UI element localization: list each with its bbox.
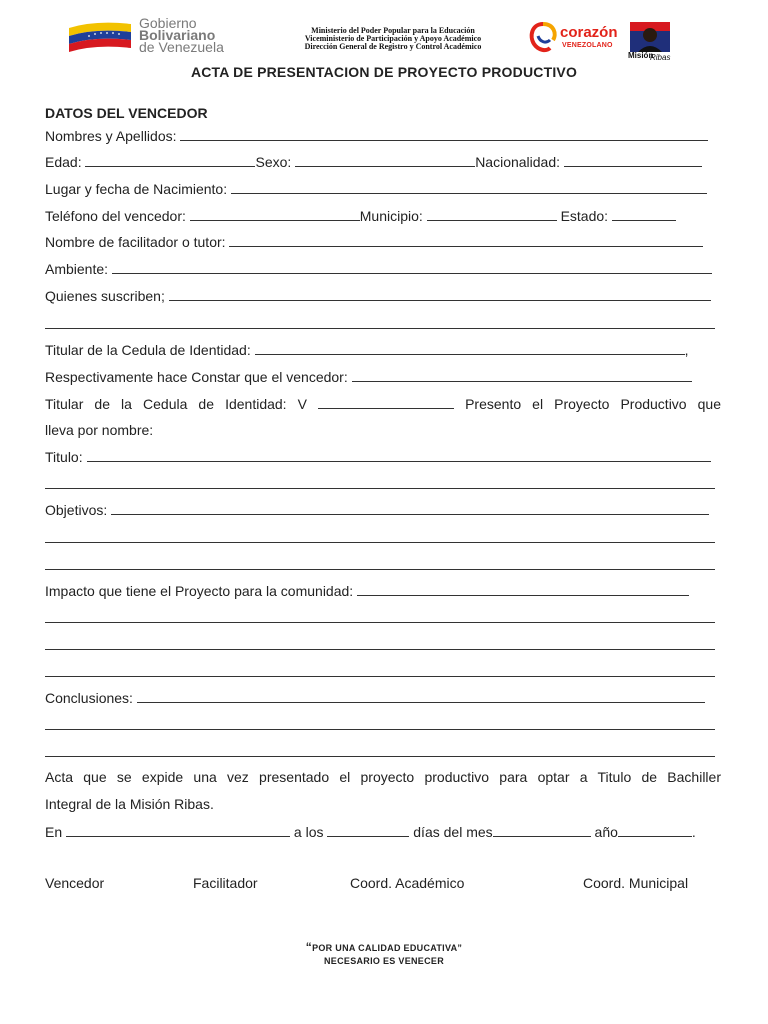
objetivos-field-line-2[interactable] bbox=[45, 542, 715, 543]
estado-field[interactable] bbox=[612, 206, 676, 221]
signature-coord-municipal: Coord. Municipal bbox=[583, 875, 689, 891]
titulo-field-line-2[interactable] bbox=[45, 488, 715, 489]
impacto-row bbox=[45, 581, 721, 600]
sexo-label: Sexo: bbox=[255, 154, 292, 170]
final-period: . bbox=[691, 824, 696, 840]
footer-motto-line-1 bbox=[0, 941, 768, 954]
venezolano-text: VENEZOLANO bbox=[562, 42, 613, 49]
en-label: En bbox=[45, 824, 63, 840]
sexo-field[interactable] bbox=[295, 152, 475, 167]
impacto-label: Impacto que tiene el Proyecto para la comunidad: bbox=[45, 583, 354, 599]
corazon-text: corazón bbox=[560, 24, 618, 41]
titulo-row bbox=[45, 447, 721, 466]
ambiente-row bbox=[45, 259, 721, 278]
cedula2-presento-text: Presento el Proyecto Productivo que bbox=[465, 396, 721, 412]
nombres-label: Nombres y Apellidos: bbox=[45, 128, 177, 144]
footer-motto-text-1: POR UNA CALIDAD EDUCATIVA” bbox=[312, 943, 463, 953]
ribas-portrait-icon bbox=[630, 22, 670, 52]
cedula1-comma: , bbox=[684, 342, 689, 358]
objetivos-label: Objetivos: bbox=[45, 502, 108, 518]
gobierno-text: Gobierno bbox=[139, 15, 197, 31]
dias-label: días del mes bbox=[413, 824, 493, 840]
cedula2-label: Titular de la Cedula de Identidad: V bbox=[45, 396, 307, 412]
date-row bbox=[45, 822, 721, 841]
lugar-label: Lugar y fecha de Nacimiento: bbox=[45, 181, 228, 197]
cedula2-row bbox=[45, 394, 721, 413]
signature-facilitador: Facilitador bbox=[193, 875, 258, 891]
closing-line-2: Integral de la Misión Ribas. bbox=[45, 796, 214, 812]
impacto-field[interactable] bbox=[357, 581, 689, 596]
ambiente-field[interactable] bbox=[112, 259, 712, 274]
ribas-text: Ribas bbox=[650, 53, 671, 62]
a-los-label: a los bbox=[293, 824, 324, 840]
facilitador-label: Nombre de facilitador o tutor: bbox=[45, 234, 226, 250]
conclusiones-label: Conclusiones: bbox=[45, 690, 133, 706]
nombres-row bbox=[45, 126, 721, 145]
municipio-field[interactable] bbox=[427, 206, 557, 221]
nombres-field[interactable] bbox=[180, 126, 708, 141]
ministry-line-1: Ministerio del Poder Popular para la Educación bbox=[311, 26, 475, 35]
corazon-venezolano-logo bbox=[522, 16, 622, 60]
estado-label: Estado: bbox=[560, 208, 609, 224]
telefono-row bbox=[45, 206, 721, 225]
anio-label: año bbox=[594, 824, 618, 840]
ambiente-label: Ambiente: bbox=[45, 261, 109, 277]
lugar-row bbox=[45, 179, 721, 198]
nacionalidad-label: Nacionalidad: bbox=[475, 154, 561, 170]
suscriben-row bbox=[45, 286, 721, 305]
ministry-line-3: Dirección General de Registro y Control Académico bbox=[304, 42, 482, 51]
constar-row bbox=[45, 367, 721, 386]
facilitador-field[interactable] bbox=[229, 232, 703, 247]
telefono-label: Teléfono del vencedor: bbox=[45, 208, 186, 224]
section-heading: DATOS DEL VENCEDOR bbox=[45, 105, 208, 121]
objetivos-row bbox=[45, 500, 721, 519]
edad-row bbox=[45, 152, 721, 171]
nacionalidad-field[interactable] bbox=[564, 152, 702, 167]
impacto-field-line-2[interactable] bbox=[45, 622, 715, 623]
document-title: ACTA DE PRESENTACION DE PROYECTO PRODUCTIVO bbox=[190, 64, 578, 80]
facilitador-row bbox=[45, 232, 721, 251]
conclusiones-field-line-2[interactable] bbox=[45, 729, 715, 730]
ministry-heading bbox=[268, 27, 518, 51]
bolivariano-text: Bolivariano bbox=[139, 27, 216, 43]
objetivos-field[interactable] bbox=[111, 500, 709, 515]
dias-field[interactable] bbox=[327, 822, 409, 837]
lleva-row: lleva por nombre: bbox=[45, 422, 154, 438]
cedula1-row bbox=[45, 340, 721, 359]
heart-swirl-icon bbox=[526, 20, 560, 56]
constar-field[interactable] bbox=[352, 367, 692, 382]
lugar-expedicion-field[interactable] bbox=[66, 822, 290, 837]
edad-label: Edad: bbox=[45, 154, 82, 170]
cedula1-label: Titular de la Cedula de Identidad: bbox=[45, 342, 251, 358]
objetivos-field-line-3[interactable] bbox=[45, 569, 715, 570]
gobierno-bolivariano-logo bbox=[55, 14, 273, 56]
cedula1-field[interactable] bbox=[255, 340, 685, 355]
titulo-field[interactable] bbox=[87, 447, 711, 462]
conclusiones-row bbox=[45, 688, 721, 707]
suscriben-field-line-2[interactable] bbox=[45, 328, 715, 329]
anio-field[interactable] bbox=[618, 822, 692, 837]
telefono-field[interactable] bbox=[190, 206, 360, 221]
footer-quote-open: “ bbox=[305, 940, 313, 954]
constar-label: Respectivamente hace Constar que el vencedor: bbox=[45, 369, 348, 385]
lugar-field[interactable] bbox=[231, 179, 707, 194]
footer-motto-line-2: NECESARIO ES VENECER bbox=[323, 956, 445, 966]
de-venezuela-text: de Venezuela bbox=[139, 39, 224, 55]
signature-vencedor: Vencedor bbox=[45, 875, 105, 891]
cedula2-field[interactable] bbox=[318, 394, 454, 409]
conclusiones-field[interactable] bbox=[137, 688, 705, 703]
mes-field[interactable] bbox=[493, 822, 591, 837]
suscriben-label: Quienes suscriben; bbox=[45, 288, 165, 304]
suscriben-field[interactable] bbox=[169, 286, 711, 301]
titulo-label: Titulo: bbox=[45, 449, 83, 465]
closing-line-1: Acta que se expide una vez presentado el proyecto productivo para optar a Titulo de Bachiller bbox=[45, 769, 721, 785]
mision-ribas-logo bbox=[628, 22, 682, 62]
edad-field[interactable] bbox=[85, 152, 255, 167]
mision-text: Misión bbox=[628, 51, 654, 60]
municipio-label: Municipio: bbox=[359, 208, 423, 224]
signature-coord-academico: Coord. Académico bbox=[350, 875, 465, 891]
conclusiones-field-line-3[interactable] bbox=[45, 756, 715, 757]
impacto-field-line-3[interactable] bbox=[45, 649, 715, 650]
ministry-line-2: Viceministerio de Participación y Apoyo Académico bbox=[304, 34, 482, 43]
impacto-field-line-4[interactable] bbox=[45, 676, 715, 677]
